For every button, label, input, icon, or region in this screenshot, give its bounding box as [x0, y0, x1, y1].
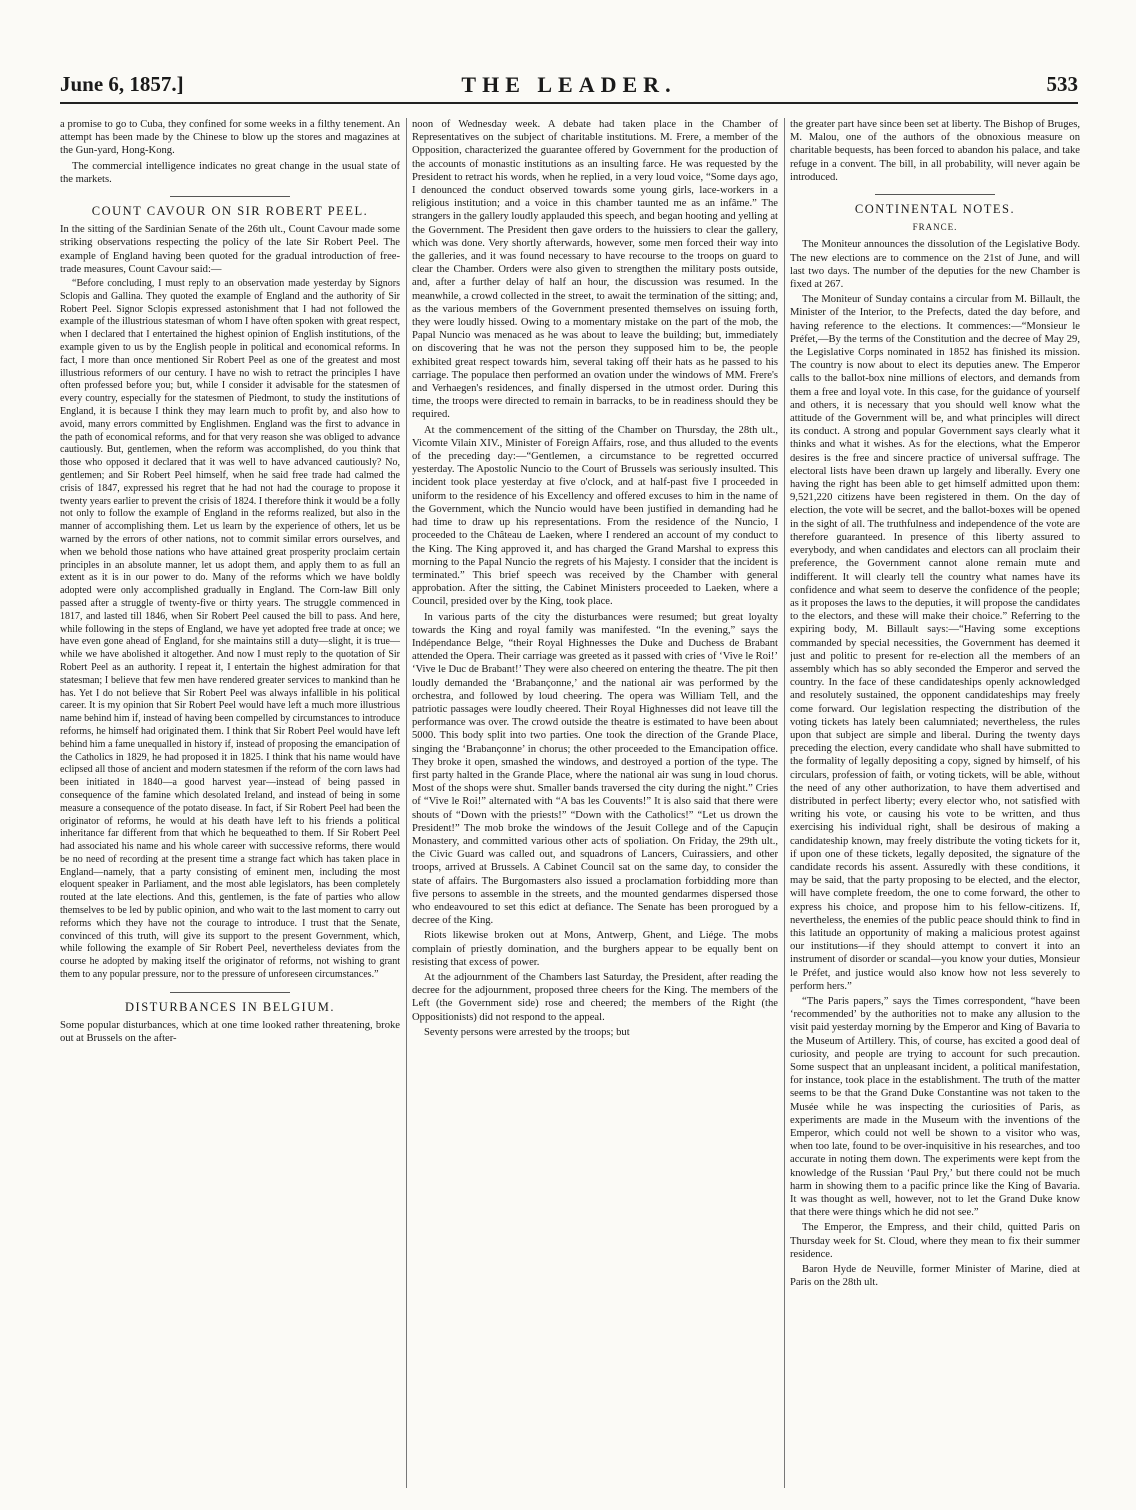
article-quote: “Before concluding, I must reply to an observation made yesterday by Signors Sclopis and Gallina. They quoted the example of England and the authority of Sir Robert Peel. Signor Sclopis expressed astonishment that I had not followed the example of the illustrious statesman of whom I have often spoken with great respect, when I declared that I entertained the highest opinion of English institutions, of the example given to us by the English people in political and economical reforms. In fact, I more than once mentioned Sir Robert Peel as one of the greatest and most illustrious reformers of our century. I have no wish to retract the principles I have often professed before you; but, while I consider it advisable for the statesmen of every country, especially for the statesmen of Piedmont, to study the institutions of England, it is because I think they may learn much to profit by, and also how to avoid, many errors committed by Englishmen. England was the first to advance in the path of economical reforms, and for that very reason she was obliged to advance cautiously. But, gentlemen, when the reform was accomplished, do you think that those who opposed it declared that it was well to have advanced cautiously? No, gentlemen; and Sir Robert Peel himself, when he said free trade had calmed the crisis of 1847, expressed his regret that he had not had the courage to propose it twenty years earlier to prevent the crisis of 1824. I therefore think it would be a folly not only to follow the example of England in the reforms realized, but also in the manner of accomplishing them. Let us learn by the experience of others, let us be warned by the errors of other nations, not to commit similar errors ourselves, and when we behold those nations who have attained great prosperity proclaim certain principles in an absolute manner, let us adopt them, and apply them to as full an extent as it is in our power to do. Many of the reforms which we have boldly adopted were only accomplished gradually in England. The Corn-law Bill only passed after a struggle of twenty-five or thirty years. The struggle commenced in 1817, and lasted till 1846, when Sir Robert Peel caused the bill to pass. And here, while following in the steps of England, we have yet adopted free trade at once; we have even gone ahead of England, for she maintains still a duty—slight, it is true—while we have abolished it altogether. And now I must reply to the quotation of Sir Robert Peel as an authority. I repeat it, I entertain the highest admiration for that statesman; I believe that few men have rendered greater services to mankind than he has. Yet I do not believe that Sir Robert Peel was always infallible in his political career. It is my opinion that Sir Robert Peel would have left a much more illustrious name behind him if, instead of having been compelled by circumstances to introduce reforms, he himself had originated them. I think that Sir Robert Peel would have left behind him a fame unequalled in history if, instead of proposing the emancipation of the Catholics in 1829, he had proposed it in 1825. I think that his name would have eclipsed all those of ancient and modern statesmen if the reform of the corn laws had been initiated in 1840—a good harvest year—instead of being passed in consequence of the famine which desolated Ireland, and instead of being in some measure a consequence of the potato disease. In fact, if Sir Robert Peel had been the originator of reforms, he would at his death have left to his friends a political inheritance far different from that which he bequeathed to them. If Sir Robert Peel had associated his name and his whole career with successive reforms, there would be no need of recording at the present time a strange fact which has taken place in England—namely, that a party consisting of eminent men, including the most eloquent speaker in Parliament, and the most able legislators, has been completely routed at the late elections. And this, gentlemen, is the fate of parties who allow themselves to be led by public opinion, and who wait to the last moment to carry out reforms which they have not the courage to introduce. I trust that the Senate, convinced of this truth, will give its support to the present Government, which, while following the example of Sir Robert Peel, nevertheless deviates from the course he adopted by making itself the originator of reforms, not wishing to grant them to any popular pressure, nor to the pressure of unforeseen circumstances.” [60, 278, 400, 981]
section-divider [170, 992, 290, 993]
column-1 [60, 118, 400, 1488]
column-2 [412, 118, 778, 1488]
section-divider [875, 194, 995, 195]
article-paragraph: Baron Hyde de Neuville, former Minister of Marine, died at Paris on the 28th ult. [790, 1264, 1080, 1289]
article-paragraph: “The Paris papers,” says the Times correspondent, “have been ‘recommended’ by the authorities not to make any allusion to the visit paid yesterday morning by the Emperor and King of Bavaria to the Museum of Artillery. This, of course, has excited a good deal of curiosity, and people are trying to account for such precaution. Some suspect that an unpleasant incident, a political manifestation, for instance, took place in the establishment. The truth of the matter seems to be that the Grand Duke Constantine was not taken to the Musée while he was inspecting the curiosities of Paris, as experiments are made in the Museum with the inventions of the Emperor, which could not well be shown to a visitor who was, when too late, found to be over-inquisitive in his researches, and too accurate in noting them down. The experiments were kept from the knowledge of the Russian ‘Paul Pry,’ but there could not be much harm in showing them to a pacific prince like the King of Bavaria. It was thought as well, however, not to let the Grand Duke know that there were things which he did not see.” [790, 996, 1080, 1219]
section-subheading: FRANCE. [912, 222, 958, 233]
article-paragraph: Some popular disturbances, which at one time looked rather threatening, broke out at Brussels on the after- [60, 1020, 400, 1045]
article-paragraph: the greater part have since been set at liberty. The Bishop of Bruges, M. Malou, one of the authors of the obnoxious measure on charitable bequests, has been forced to abandon his palace, and take refuge in a convent. The bill, in all probability, will never again be introduced. [790, 119, 1080, 183]
article-paragraph: The Moniteur of Sunday contains a circular from M. Billault, the Minister of the Interior, to the Prefects, dated the day before, and having reference to the elections. It commences:—“Monsieur le Préfet,—By the terms of the Constitution and the decree of May 29, the Legislative Corps nominated in 1852 has finished its mission. The country is now about to elect its deputies anew. The Emperor calls to the ballot-box nine millions of electors, and demands from them a free and loyal vote. In this case, for the guidance of yourself and others, it is necessary that you should well know what the attitude of the Government will be, and what principles will direct its conduct. A strong and popular Government says clearly what it thinks and what it wishes. As for the elections, what the Emperor desires is the free and sincere practice of universal suffrage. The electoral lists have been drawn up largely and liberally. Every one having the right has been able to get himself admitted upon them: 9,521,220 citizens have been registered in them. On the day of election, the vote will be secret, and the ballot-boxes will be opened in the sight of all. The truthfulness and independence of the vote are therefore guaranteed. In presence of this liberty assured to everybody, and when candidates and electors can all proclaim their preference, the Government cannot alone remain mute and indifferent. It will clearly tell the country what names have its confidence and what seem to deserve the confidence of the people; as it proposes the laws to the deputies, it will propose the candidates to the electors, and these will make their choice.” Referring to the expiring body, M. Billault says:—“Having some exceptions commanded by special necessities, the Government has deemed it just and politic to present for re-election all the members of an assembly which has so ably seconded the Emperor and served the country. In the face of these candidateships openly acknowledged and resolutely sustained, the opponent candidateships may freely come forward. Our legislation respecting the distribution of the voting tickets has lately been calumniated; nevertheless, the rules upon that subject are simple and liberal. During the twenty days preceding the election, every candidate who shall have submitted to the formality of legally depositing a copy, signed by himself, of his circulars, profession of faith, or voting tickets, will be able, without the need of any other authorization, to have them advertised and distributed in perfect liberty; every elector who, not satisfied with writing his vote, or causing his vote to be written, and thus exercising his individual right, shall be desirous of making a candidateship known, may freely distribute the voting tickets for it, if upon one of these tickets, legally deposited, the signature of the candidate records his assent. Assuredly with these conditions, it may be said, that the party proposing to be elected, and the elector, will have complete freedom, the one to come forward, the other to express his choice, and propose him to his fellow-citizens. If, nevertheless, the enemies of the public peace should think to find in this latitude an opportunity of making a malicious protest against our institutions—if they should attempt to convert it into an instrument of disorder or scandal—you know your duties, Monsieur le Préfet, and justice would also know how not less severely to perform hers.” [790, 294, 1080, 992]
article-headline: COUNT CAVOUR ON SIR ROBERT PEEL. [91, 204, 369, 219]
article-paragraph: At the commencement of the sitting of the Chamber on Thursday, the 28th ult., Vicomte Vilain XIV., Minister of Foreign Affairs, rose, and thus alluded to the events of the preceding day:—“Gentlemen, a circumstance to be regretted occurred yesterday. The Apostolic Nuncio to the Court of Brussels was seriously insulted. This incident took place yesterday at five o'clock, and at half-past five I proceeded in uniform to the residence of his Excellency and offered excuses to him in the name of the Government, which the Nuncio would have been justified in demanding had he had time to draw up his representations. From the residence of the Nuncio, I proceeded to the Château de Laeken, where I rendered an account of my conduct to the King. The King approved it, and has charged the Grand Marshal to express this morning to the Papal Nuncio the regrets of his Majesty. I consider that the incident is terminated.” This brief speech was received by the Chamber with general approbation. After the sitting, the Cabinet Ministers proceeded to Laeken, where a Council, presided over by the King, took place. [412, 424, 778, 608]
article-paragraph: In the sitting of the Sardinian Senate of the 26th ult., Count Cavour made some striking observations respecting the policy of the late Sir Robert Peel. The example of England having been quoted for the gradual introduction of free-trade measures, Count Cavour said:— [60, 224, 400, 275]
article-headline: DISTURBANCES IN BELGIUM. [125, 999, 335, 1014]
newspaper-title: THE LEADER. [461, 72, 677, 97]
issue-date: June 6, 1857.] [60, 72, 184, 96]
section-divider [170, 196, 290, 197]
article-paragraph: The commercial intelligence indicates no great change in the usual state of the markets. [60, 160, 400, 185]
page-number: 533 [1046, 72, 1078, 96]
masthead [60, 70, 1078, 104]
article-paragraph: a promise to go to Cuba, they confined for some weeks in a filthy tenement. An attempt has been made by the Chinese to blow up the stores and magazines at the Gun-yard, Hong-Kong. [60, 119, 400, 157]
column-rule [784, 118, 785, 1488]
column-rule [406, 118, 407, 1488]
section-headline: CONTINENTAL NOTES. [854, 202, 1016, 217]
article-paragraph: The Moniteur announces the dissolution of the Legislative Body. The new elections are to commence on the 21st of June, and will last two days. The number of the deputies for the new Chamber is fixed at 267. [790, 239, 1080, 291]
column-3 [790, 118, 1080, 1488]
article-paragraph: Riots likewise broken out at Mons, Antwerp, Ghent, and Liége. The mobs complain of priestly domination, and the burghers appear to be equally bent on resisting that excess of power. [412, 930, 778, 968]
article-paragraph: noon of Wednesday week. A debate had taken place in the Chamber of Representatives on the subject of charitable institutions. M. Frere, a member of the Opposition, characterized the guarantee offered by Government for the production of the accounts of monastic institutions as an insulting farce. He was requested by the President to retract his words, when he replied, in a very loud voice, “Some days ago, I denounced the conduct observed towards some young girls, lace-workers in a religious institution; and a voice in this chamber taunted me as an infâme.” The strangers in the gallery loudly applauded this speech, and began hooting and yelling at the Government. The President then gave orders to the huissiers to clear the gallery, which was done. Very shortly afterwards, however, some men forced their way into the galleries, and it was found necessary to have recourse to the troops on guard to clear the Chamber. Orders were also given to strengthen the military posts outside, and, after a further delay of half an hour, the discussion was resumed. In the meanwhile, a crowd collected in the street, to await the termination of the sitting; and, as the various members of the Government presented themselves on issuing forth, they were loudly hissed. Owing to a momentary mistake on the part of the mob, the Papal Nuncio was menaced as he was about to leave the building; but, immediately on discovering that he was not the person they supposed him to be, the people exhibited great respect towards him, several taking off their hats as he passed to his carriage. The populace then performed an ovation under the windows of MM. Frere's and Verhaegen's residences, and finally dispersed in the utmost order. During this time, the troops were directed to remain in barracks, to be in readiness should they be required. [412, 119, 778, 421]
article-paragraph: Seventy persons were arrested by the troops; but [424, 1026, 630, 1038]
article-paragraph: In various parts of the city the disturbances were resumed; but great loyalty towards the King and royal family was manifested. “In the evening,” says the Indépendance Belge, “their Royal Highnesses the Duke and Duchess de Brabant attended the Opera. Their carriage was greeted as it passed with cries of ‘Vive le Roi!’ ‘Vive le Duc de Brabant!’ They were also cheered on entering the theatre. The pit then loudly demanded the ‘Brabançonne,’ and the national air was performed by the orchestra, and followed by loud cheering. The opera was William Tell, and the patriotic passages were loudly cheered. Their Royal Highnesses did not leave till the performance was over. The crowd outside the theatre is estimated to have been about 5000. This body split into two parties. One took the direction of the Grande Place, singing the ‘Brabançonne’ in chorus; the other proceeded to the Emancipation office. They broke it open, smashed the windows, and destroyed a portion of the type. The first party halted in the Grande Place, where the national air was sung in loud chorus. Most of the shops were shut. Smaller bands traversed the city during the night.” Cries of “Vive le Roi!” alternated with “A bas les Couvents!” It is also said that there were shouts of “Down with the priests!” “Down with the Catholics!” “Let us drown the President!” The mob broke the windows of the Jesuit College and of the Capuçin Monastery, and committed various other acts of spoliation. On Friday, the 29th ult., the Civic Guard was called out, and squadrons of Lancers, Cuirassiers, and other troops, arrived at Brussels. A Cabinet Council sat on the same day, to consider the state of affairs. The Burgomasters also issued a proclamation forbidding more than five persons to assemble in the streets, and the mounted gendarmes dispersed those who endeavoured to set this edict at defiance. The Senate has been prorogued by a decree of the King. [412, 611, 778, 927]
article-paragraph: The Emperor, the Empress, and their child, quitted Paris on Thursday week for St. Cloud, where they mean to fix their summer residence. [790, 1222, 1080, 1260]
article-paragraph: At the adjournment of the Chambers last Saturday, the President, after reading the decree for the adjournment, proposed three cheers for the King. The members of the Left (the Government side) rose and cheered; the members of the Right (the Oppositionists) did not respond to the appeal. [412, 972, 778, 1023]
